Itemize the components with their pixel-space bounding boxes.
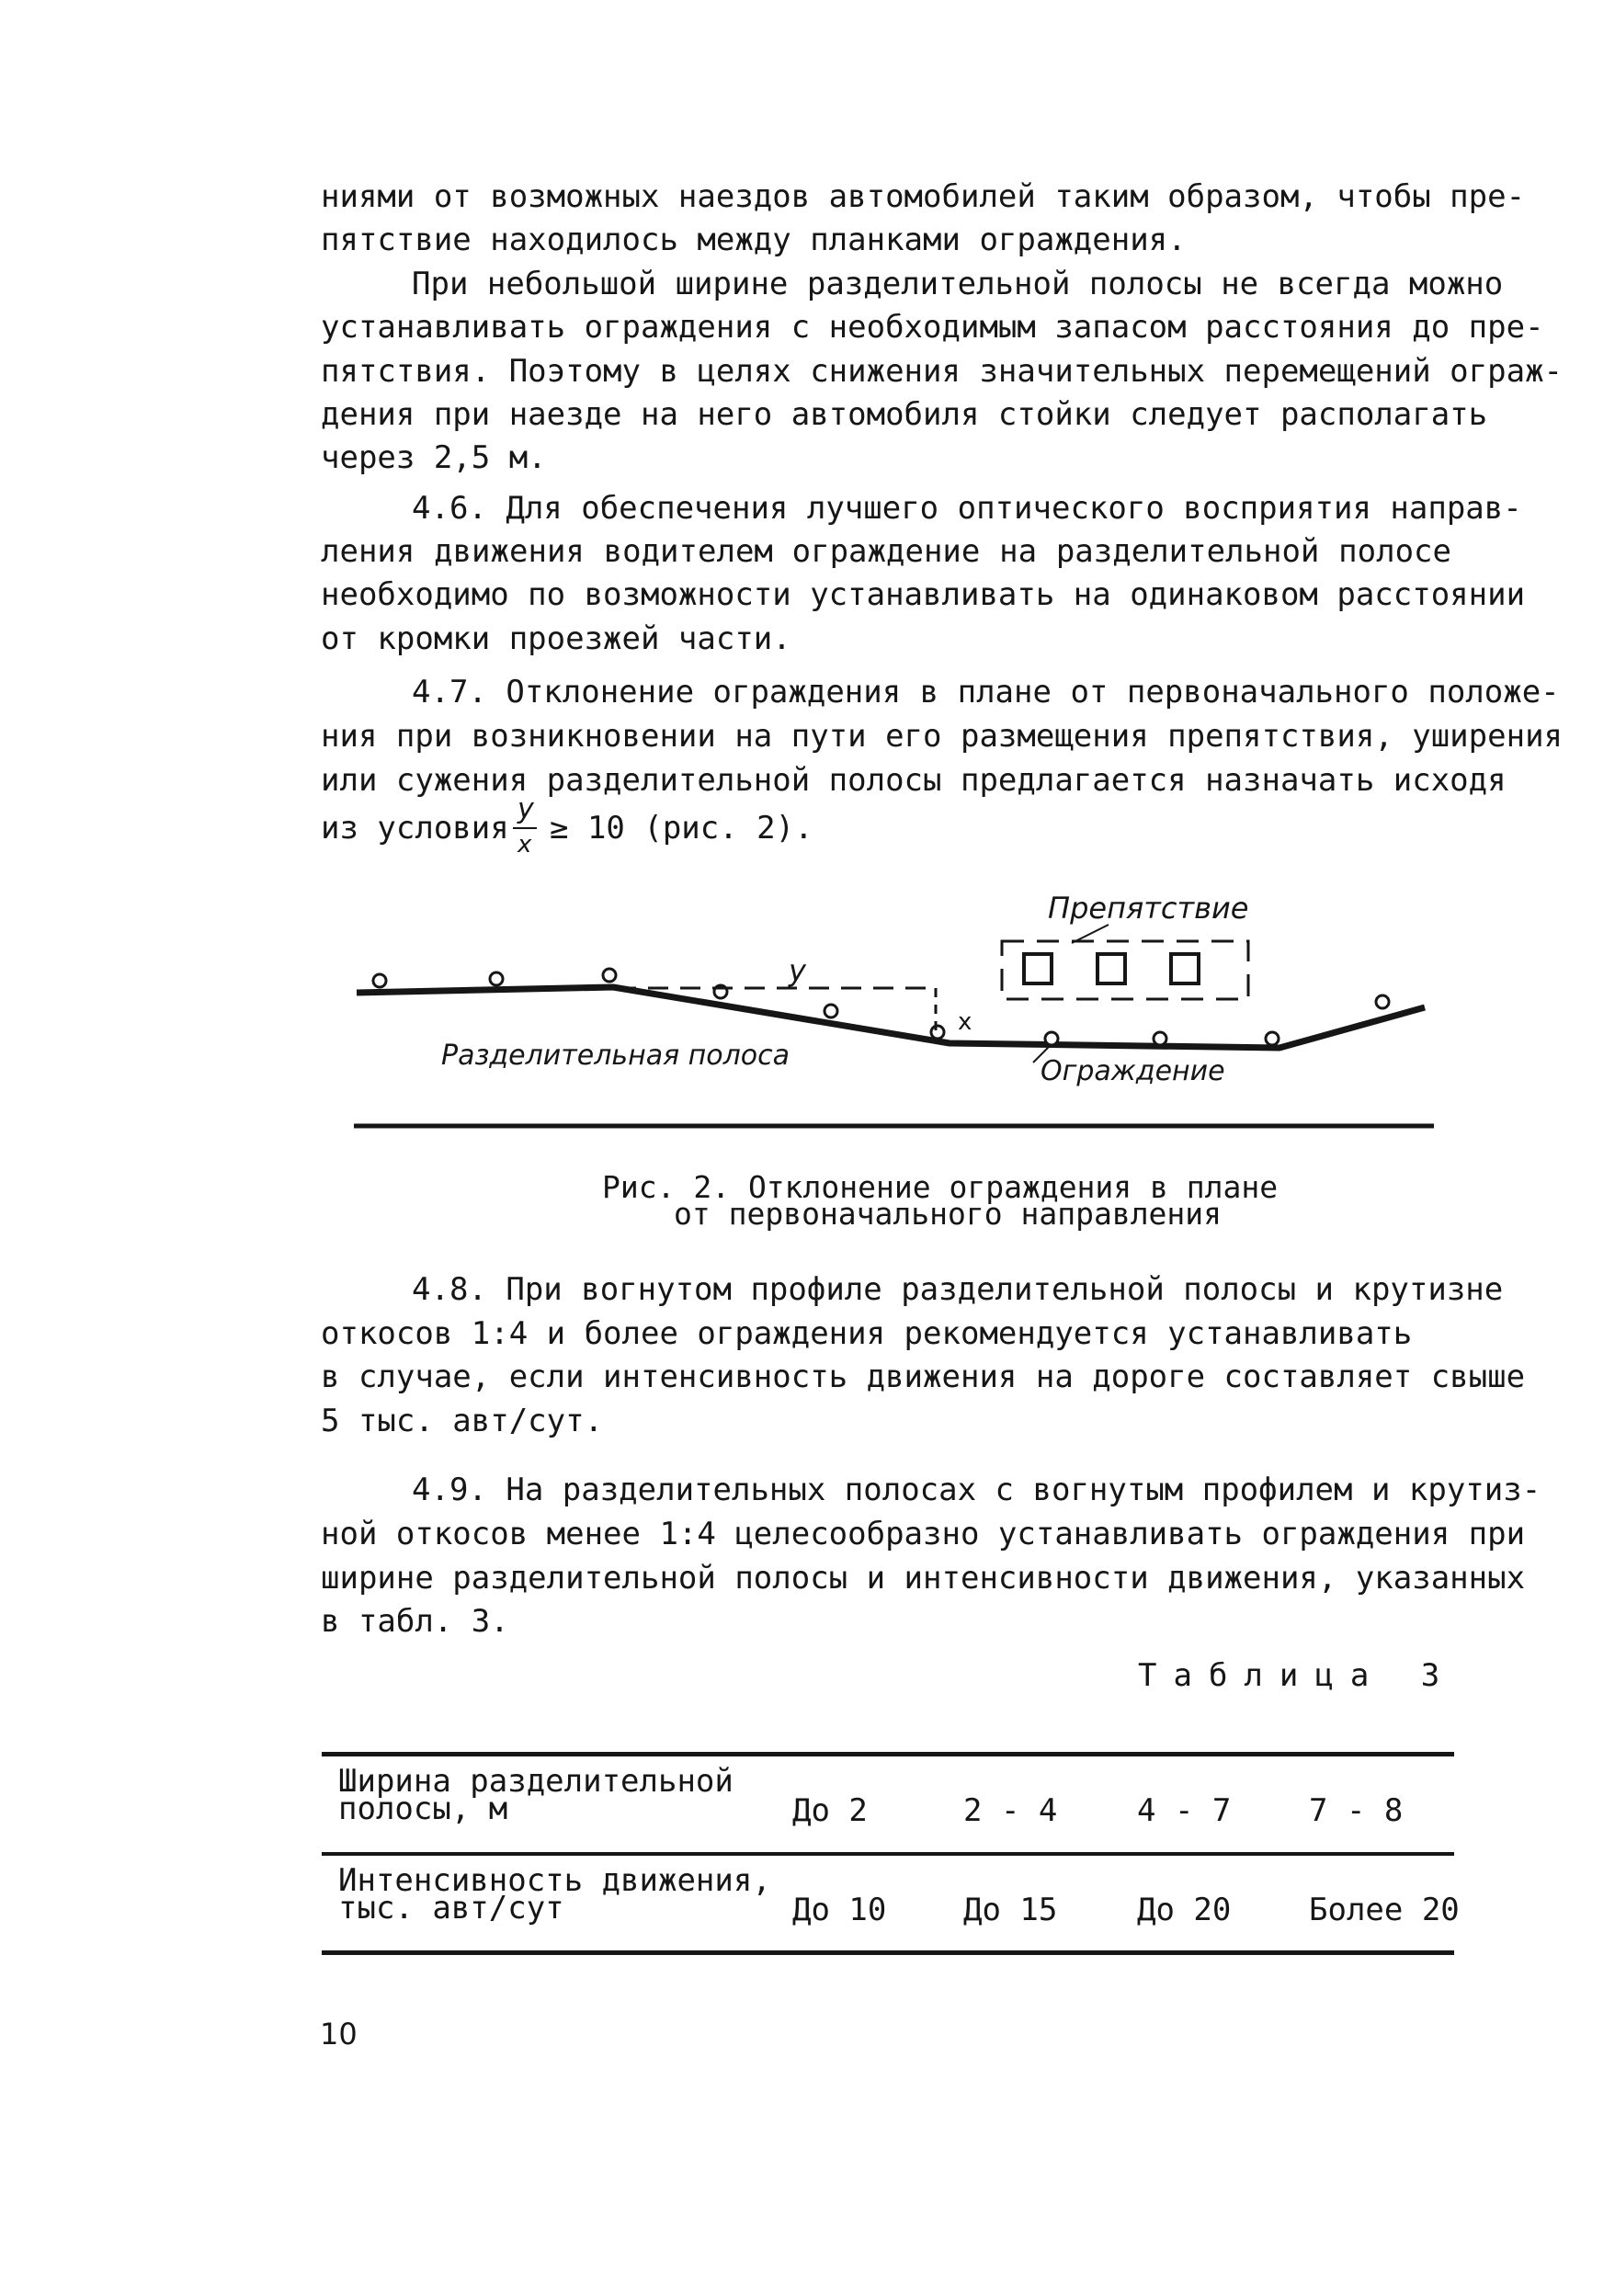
table-cell: До 20 [1137, 1892, 1232, 1928]
text-line: от кромки проезжей части. [321, 620, 791, 657]
table-cell: До 10 [792, 1892, 887, 1928]
label-barrier: Ограждение [1041, 1055, 1225, 1087]
text-line: ления движения водителем ограждение на разделительной полосе [321, 533, 1451, 570]
table [322, 1746, 1460, 1958]
text-line: 4.9. На разделительных полосах с вогнутым профилем и крутиз- [412, 1472, 1541, 1508]
label-strip: Разделительная полоса [441, 1040, 790, 1072]
fraction-numerator: y [517, 793, 534, 825]
table-row [322, 1862, 1460, 1938]
obstacle-blocks [1024, 954, 1199, 983]
figure-deviation-diagram [349, 882, 1452, 1140]
row-header-line: полосы, м [338, 1790, 508, 1827]
text-line: 4.6. Для обеспечения лучшего оптического восприятия направ- [412, 490, 1522, 527]
text-line: 5 тыс. авт/сут. [321, 1403, 604, 1439]
text-line: дения при наезде на него автомобиля стойки следует располагать [321, 396, 1488, 433]
text-line: 4.8. При вогнутом профиле разделительной полосы и крутизне [412, 1271, 1504, 1308]
figure-caption-line1: Рис. 2. Отклонение ограждения в плане [602, 1169, 1279, 1205]
table-cell: 4 - 7 [1137, 1792, 1232, 1829]
text-line: необходимо по возможности устанавливать на одинаковом расстоянии [321, 576, 1526, 613]
text-line: При небольшой ширине разделительной полосы не всегда можно [412, 266, 1504, 302]
label-obstacle: Препятствие [1048, 891, 1249, 926]
text-line: ния при возникновении на пути его размещения препятствия, уширения [321, 718, 1564, 755]
row-header-line: тыс. авт/сут [338, 1890, 564, 1927]
condition-prefix: из условия [321, 810, 509, 847]
text-line: в табл. 3. [321, 1603, 509, 1640]
label-x: x [958, 1008, 972, 1036]
text-line: через 2,5 м. [321, 439, 547, 476]
text-line: ширине разделительной полосы и интенсивности движения, указанных [321, 1560, 1526, 1597]
condition-fraction [513, 793, 540, 860]
table-cell: 7 - 8 [1309, 1792, 1404, 1829]
table-row [322, 1765, 1454, 1838]
table-cell: До 2 [792, 1792, 868, 1829]
fraction-denominator: x [517, 831, 532, 858]
text-line: пятствие находилось между планками ограждения. [321, 222, 1187, 258]
text-line: или сужения разделительной полосы предлагается назначать исходя [321, 762, 1507, 799]
row-header-line: Интенсивность движения, [338, 1862, 771, 1899]
table-cell: 2 - 4 [963, 1792, 1058, 1829]
text-line: пятствия. Поэтому в целях снижения значительных перемещений ограж- [321, 353, 1564, 390]
label-y: y [789, 953, 806, 988]
text-line: откосов 1:4 и более ограждения рекомендуется устанавливать [321, 1315, 1413, 1352]
table-cell: До 15 [963, 1892, 1058, 1928]
table-title: Таблица 3 [1138, 1657, 1457, 1694]
table-rule-top [322, 1752, 1454, 1756]
text-line: ниями от возможных наездов автомобилей таким образом, чтобы пре- [321, 178, 1526, 215]
figure-caption-line2: от первоначального направления [674, 1196, 1223, 1232]
text-line: устанавливать ограждения с необходимым запасом расстояния до пре- [321, 309, 1544, 346]
text-line: в случае, если интенсивность движения на дороге составляет свыше [321, 1358, 1526, 1395]
row-header-line: Ширина разделительной [338, 1763, 734, 1800]
condition-suffix: ≥ 10 (рис. 2). [550, 810, 813, 847]
table-cell: Более 20 [1309, 1892, 1460, 1928]
table-rule-bottom [322, 1950, 1454, 1955]
text-line: 4.7. Отклонение ограждения в плане от первоначального положе- [412, 674, 1560, 710]
text-line: ной откосов менее 1:4 целесообразно устанавливать ограждения при [321, 1516, 1526, 1552]
page-number: 10 [320, 2017, 358, 2052]
fraction-bar [513, 827, 537, 829]
table-rule-middle [322, 1852, 1454, 1856]
